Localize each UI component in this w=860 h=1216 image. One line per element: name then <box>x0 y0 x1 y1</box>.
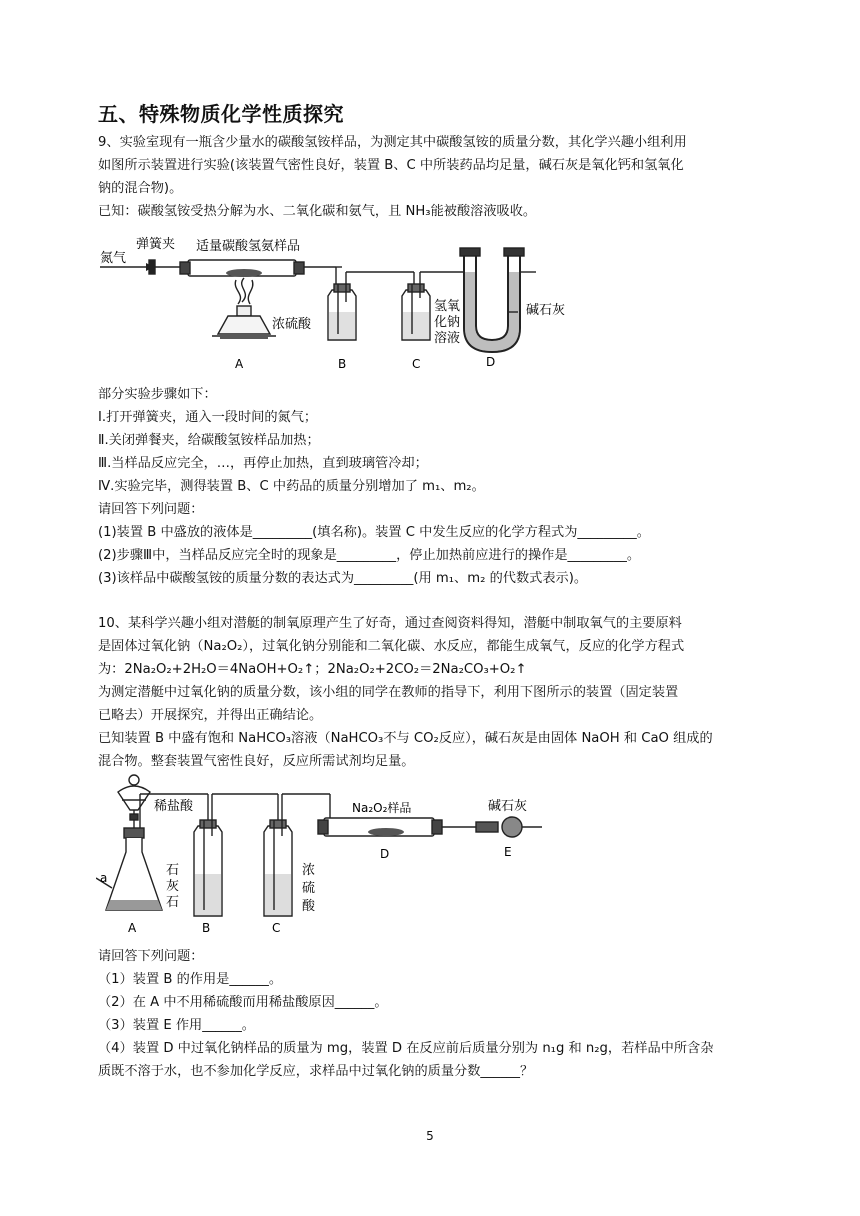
q10-apparatus-figure <box>96 770 566 936</box>
q10-line: 是固体过氧化钠（Na₂O₂），过氧化钠分别能和二氧化碳、水反应，都能生成氧气，反应的化学方程式 <box>98 639 685 654</box>
q9-line: 钠的混合物)。 <box>98 181 183 196</box>
q9-step: 请回答下列问题： <box>98 502 204 517</box>
label-e: E <box>504 845 512 859</box>
clamp-label: 弹簧夹 <box>136 237 176 252</box>
hcl-label: 稀盐酸 <box>154 799 194 814</box>
label-c: C <box>412 357 421 371</box>
acid-label: 浓硫酸 <box>272 317 312 332</box>
section-title: 五、特殊物质化学性质探究 <box>98 102 344 126</box>
q10-line: 已略去）开展探究，并得出正确结论。 <box>98 708 323 723</box>
sample-label: 适量碳酸氢氨样品 <box>196 239 301 254</box>
lime-label: 碱石灰 <box>488 799 528 814</box>
q9-step: Ⅲ.当样品反应完全，…，再停止加热，直到玻璃管冷却； <box>98 456 428 471</box>
q10-question: 请回答下列问题： <box>98 949 204 964</box>
label-c: C <box>272 921 281 935</box>
drying-tube-e <box>476 822 498 832</box>
page-number: 5 <box>426 1129 434 1143</box>
q9-question: (2)步骤Ⅲ中，当样品反应完全时的现象是_________，停止加热前应进行的操作是_________。 <box>98 548 641 563</box>
q10-line: 混合物。整套装置气密性良好，反应所需试剂均足量。 <box>98 754 415 769</box>
label-b: B <box>338 357 347 371</box>
label-d: D <box>380 847 390 861</box>
q9-line: 如图所示装置进行实验(该装置气密性良好，装置 B、C 中所装药品均足量，碱石灰是氧化钙和氢氧化 <box>98 158 684 173</box>
acid-label-2: 硫 <box>302 881 316 896</box>
label-a: A <box>128 921 137 935</box>
acid-label-1: 浓 <box>302 863 316 878</box>
separatory-funnel <box>118 786 150 810</box>
label-b: B <box>202 921 211 935</box>
q10-line: 为测定潜艇中过氧化钠的质量分数，该小组的同学在教师的指导下，利用下图所示的装置（固定装置 <box>98 685 679 700</box>
q10-question: （1）装置 B 的作用是______。 <box>98 972 283 987</box>
q9-line: 9、实验室现有一瓶含少量水的碳酸氢铵样品，为测定其中碳酸氢铵的质量分数，其化学兴趣小组利用 <box>98 135 687 150</box>
alcohol-lamp <box>218 316 270 334</box>
label-d: D <box>486 355 496 369</box>
q9-apparatus-figure <box>96 232 596 376</box>
q9-question: (3)该样品中碳酸氢铵的质量分数的表达式为_________(用 m₁、m₂ 的代数式表示)。 <box>98 571 588 586</box>
q9-step: Ⅳ.实验完毕，测得装置 B、C 中药品的质量分别增加了 m₁、m₂。 <box>98 479 485 494</box>
erlenmeyer-flask <box>106 838 162 910</box>
naoh-label-1: 氢氧 <box>434 299 461 314</box>
label-small-a: a <box>100 871 108 885</box>
q9-line: 已知：碳酸氢铵受热分解为水、二氧化碳和氨气，且 NH₃能被酸溶液吸收。 <box>98 204 537 219</box>
q10-question: （2）在 A 中不用稀硫酸而用稀盐酸原因______。 <box>98 995 388 1010</box>
naoh-label-3: 溶液 <box>434 331 461 346</box>
q9-step: Ⅰ.打开弹簧夹，通入一段时间的氮气； <box>98 410 318 425</box>
limestone-label-3: 石 <box>166 895 180 910</box>
q10-line: 10、某科学兴趣小组对潜艇的制氧原理产生了好奇，通过查阅资料得知，潜艇中制取氧气的主要原料 <box>98 616 682 631</box>
q9-question: (1)装置 B 中盛放的液体是_________(填名称)。装置 C 中发生反应的化学方程式为_________。 <box>98 525 650 540</box>
limestone-label-2: 灰 <box>166 879 180 894</box>
q9-step: 部分实验步骤如下： <box>98 387 217 402</box>
q10-line: 已知装置 B 中盛有饱和 NaHCO₃溶液（NaHCO₃不与 CO₂反应），碱石灰是由固体 NaOH 和 CaO 组成的 <box>98 731 713 746</box>
lime-label: 碱石灰 <box>526 303 566 318</box>
q10-question: （3）装置 E 作用______。 <box>98 1018 255 1033</box>
naoh-label-2: 化钠 <box>434 315 461 330</box>
q10-question: 质既不溶于水，也不参加化学反应，求样品中过氧化钠的质量分数______？ <box>98 1064 534 1079</box>
limestone-label-1: 石 <box>166 863 180 878</box>
acid-label-3: 酸 <box>302 899 316 914</box>
label-a: A <box>235 357 244 371</box>
q10-line: 为：2Na₂O₂+2H₂O＝4NaOH+O₂↑；2Na₂O₂+2CO₂＝2Na₂CO₃+O₂↑ <box>98 662 527 677</box>
q10-question: （4）装置 D 中过氧化钠样品的质量为 mg，装置 D 在反应前后质量分别为 n₁g 和 n₂g，若样品中所含杂 <box>98 1041 714 1056</box>
sample-label: Na₂O₂样品 <box>352 801 412 815</box>
nitrogen-label: 氮气 <box>100 251 127 266</box>
q9-step: Ⅱ.关闭弹餐夹，给碳酸氢铵样品加热； <box>98 433 320 448</box>
